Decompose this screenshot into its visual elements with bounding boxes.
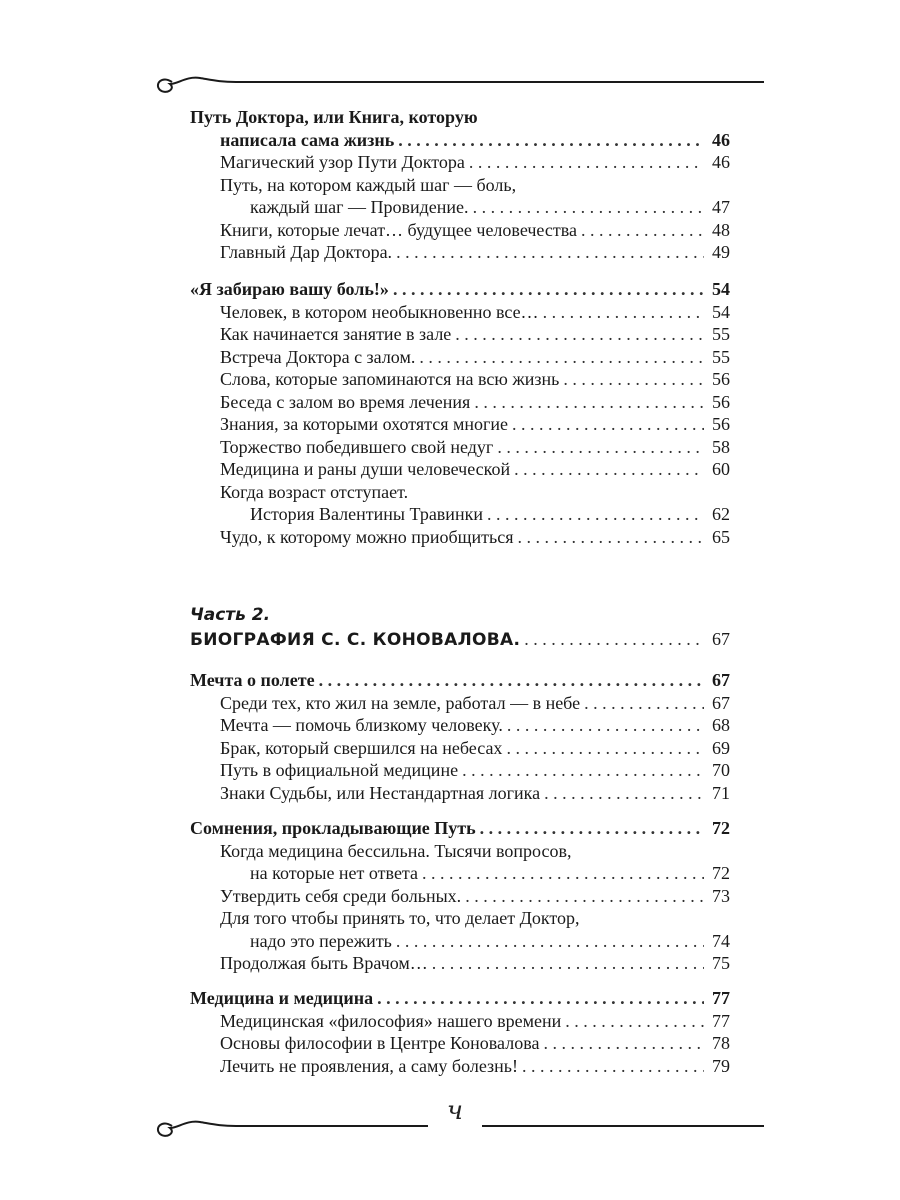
toc-entry[interactable] [190,885,730,908]
leader-dots [469,151,704,174]
leader-dots [544,782,704,805]
leader-dots [465,885,704,908]
entry-title: на которые нет ответа [250,863,419,883]
leader-dots [518,526,704,549]
entry-title: Мечта о полете [190,670,315,690]
page-number: 56 [712,391,730,412]
entry-title: Путь в официальной медицине [220,760,459,780]
entry-title: Главный Дар Доктора. [220,242,393,262]
page-number: 60 [712,459,730,479]
toc-entry[interactable] [190,952,730,975]
leader-dots [393,278,704,301]
leader-dots [419,346,704,369]
toc-entry[interactable] [190,1010,730,1033]
entry-title: Знаки Судьбы, или Нестандартная логика [220,782,541,803]
leader-dots [506,737,704,760]
leader-dots [474,391,704,414]
part-title: БИОГРАФИЯ С. С. КОНОВАЛОВА. [190,630,521,650]
page-number: 77 [712,1010,730,1031]
entry-title: Как начинается занятие в зале [220,324,452,344]
page-number: 68 [712,715,730,735]
page-number: 70 [712,760,730,780]
leader-dots [480,817,704,840]
entry-title: Утвердить себя среди больных. [220,885,462,906]
toc-entry[interactable] [190,503,730,526]
leader-dots [396,930,704,953]
leader-dots [455,323,704,346]
section-heading-line: Путь Доктора, или Книга, которую [190,107,478,127]
toc-entry[interactable] [190,241,730,264]
page-number: 67 [712,670,730,690]
toc-entry[interactable] [190,368,730,391]
page-number: 79 [712,1055,730,1076]
entry-title: Встреча Доктора с залом. [220,346,416,367]
page-number: 55 [712,346,730,367]
leader-dots [398,129,704,152]
entry-title: Продолжая быть Врачом… [220,953,428,973]
page-number: 71 [712,782,730,803]
toc-entry[interactable] [190,526,730,549]
entry-title-line: Путь, на котором каждый шаг — боль, [220,174,517,195]
entry-title: Медицинская «философия» нашего времени [220,1010,562,1031]
entry-title: Беседа с залом во время лечения [220,391,471,412]
toc-entry[interactable] [190,692,730,715]
leader-dots [543,1032,704,1055]
leader-dots [462,759,704,782]
entry-title: История Валентины Травинки [250,504,483,524]
toc-entry[interactable] [190,219,730,242]
toc-entry[interactable] [190,323,730,346]
toc-entry[interactable] [190,391,730,414]
entry-title: написала сама жизнь [220,129,395,150]
entry-title: Торжество победившего свой недуг [220,436,494,457]
leader-dots [522,1055,704,1078]
page-folio: ч [446,1096,464,1126]
leader-dots [565,1010,704,1033]
section-heading-entry[interactable] [190,987,730,1010]
section-heading-entry[interactable] [190,669,730,692]
entry-title: Основы философии в Центре Коновалова [220,1033,540,1053]
toc-entry[interactable] [190,346,730,369]
entry-title: «Я забираю вашу боль!» [190,279,389,299]
part-title-entry[interactable] [190,628,730,652]
toc-entry[interactable] [190,413,730,436]
leader-dots [377,987,704,1010]
toc-entry[interactable] [190,151,730,174]
top-ornament-rule [0,62,900,102]
page-number: 67 [712,692,730,713]
page-number: 46 [712,129,730,150]
leader-dots [487,503,704,526]
page-number: 46 [712,152,730,172]
toc-section-path-of-doctor [190,106,730,264]
entry-title: Магический узор Пути Доктора [220,152,465,172]
leader-dots [563,368,704,391]
section-heading-entry[interactable] [190,817,730,840]
entry-title: Медицина и раны души человеческой [220,459,511,479]
entry-title: Медицина и медицина [190,988,374,1008]
toc-section-doubts [190,817,730,975]
toc-section-dream-of-flight [190,669,730,804]
entry-title: надо это пережить [250,930,392,951]
leader-dots [581,219,704,242]
entry-title: Знания, за которыми охотятся многие [220,414,509,434]
entry-title: Чудо, к которому можно приобщиться [220,526,514,547]
page-number: 73 [712,885,730,906]
page-number: 54 [712,279,730,299]
page-number: 58 [712,436,730,457]
part-label: Часть 2. [190,605,271,625]
entry-title-line: Когда медицина бессильна. Тысячи вопросов, [220,840,572,861]
toc-entry[interactable] [190,782,730,805]
page-number: 56 [712,414,730,434]
leader-dots [584,692,704,715]
toc-entry[interactable] [190,737,730,760]
page-number: 72 [712,863,730,883]
entry-title: Сомнения, прокладывающие Путь [190,818,476,838]
page-number: 54 [712,301,730,322]
page-number: 67 [712,629,730,649]
page-number: 72 [712,818,730,838]
section-heading-entry[interactable] [190,129,730,152]
toc-entry[interactable] [190,759,730,782]
toc-entry[interactable] [190,930,730,953]
leader-dots [319,669,704,692]
leader-dots [507,714,704,737]
toc-entry[interactable] [190,458,730,481]
toc-entry[interactable] [190,196,730,219]
toc-part-2 [190,602,730,652]
leader-dots [396,241,704,264]
leader-dots [524,628,704,651]
page-number: 77 [712,988,730,1008]
leader-dots [512,413,704,436]
page-number: 48 [712,219,730,240]
section-heading-entry[interactable] [190,278,730,301]
page-number: 75 [712,953,730,973]
entry-title-line: Когда возраст отступает. [220,481,409,502]
entry-title: Брак, который свершился на небесах [220,737,503,758]
page-number: 62 [712,504,730,524]
entry-title: Слова, которые запоминаются на всю жизнь [220,369,560,389]
page-number: 55 [712,324,730,344]
entry-title: Лечить не проявления, а саму болезнь! [220,1055,518,1076]
toc-entry[interactable] [190,436,730,459]
leader-dots [543,301,704,324]
page-number: 74 [712,930,730,951]
page-number: 47 [712,197,730,217]
page-number: 65 [712,526,730,547]
toc-entry[interactable] [190,301,730,324]
page-number: 56 [712,369,730,389]
entry-title: Человек, в котором необыкновенно все… [220,301,539,322]
toc-entry[interactable] [190,862,730,885]
leader-dots [497,436,704,459]
entry-title: Книги, которые лечат… будущее человечества [220,219,577,240]
leader-dots [422,862,704,885]
toc-entry[interactable] [190,1032,730,1055]
leader-dots [473,196,704,219]
entry-title: каждый шаг — Провидение. [250,197,469,217]
toc-entry[interactable] [190,1055,730,1078]
toc-entry[interactable] [190,714,730,737]
entry-title: Среди тех, кто жил на земле, работал — в небе [220,692,581,713]
leader-dots [514,458,704,481]
entry-title-line: Для того чтобы принять то, что делает Доктор, [220,908,580,928]
leader-dots [432,952,704,975]
entry-title: Мечта — помочь близкому человеку. [220,715,503,735]
page-number: 49 [712,242,730,262]
toc-section-medicine [190,987,730,1077]
page-number: 69 [712,737,730,758]
page-number: 78 [712,1033,730,1053]
toc-section-taking-pain [190,278,730,548]
